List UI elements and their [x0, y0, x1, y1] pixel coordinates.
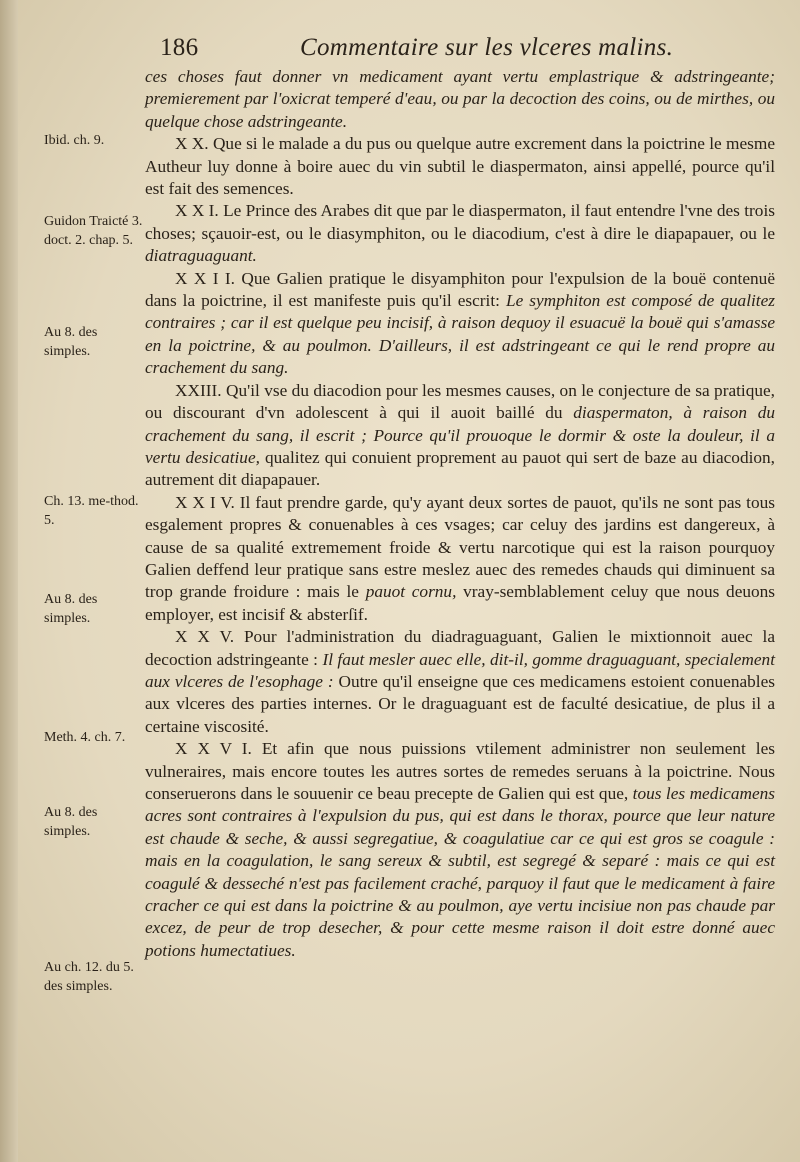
italic-text: diatraguaguant.: [145, 246, 257, 266]
page-number: 186: [160, 34, 199, 61]
paragraph-text: vray-semblablement celuy que nous deuons employer, est incisif & absterſif.: [145, 582, 776, 624]
italic-text: tous les medicamens acres sont contraires à l'expulsion du pus, qui est dans le thorax, pource que leur nature est chaude & seche, & aussi segregatiue, & coagulatiue car ce qui est gros se coagule : mais en la coagulation, le sang sereux & subtil, est segregé & separé : mais ce qui est coagulé & desseché n'est pas facilement craché, parquoy il faut que le medicament à faire cracher ce qui est dans la poictrine & au poulmon, aye vertu incisiue non pas chaude par excez, de peur de trop desecher, & pour cette mesme raison il doit estre donné auec potions humectatiues.: [145, 784, 775, 960]
running-header: [160, 34, 780, 64]
paragraph: [145, 66, 775, 133]
paragraph-text: qualitez qui conuient proprement au pauot qui sert de baze au diacodion, autrement dit diapapauer.: [145, 447, 775, 490]
paragraph: [145, 738, 775, 962]
paragraph-text: Le Prince des Arabes dit que par le diaspermaton, il faut entendre l'vne des trois choses; sçauoir-est, ou le diasymphiton, ou le diacodium, c'est à dire le diapapauer, ou le: [145, 201, 775, 243]
italic-text: Le symphiton est composé de qualitez contraires ; car il est quelque peu incisif, à raison dequoy il esuacuë la bouë qui s'amasse en la poictrine, & au poulmon. D'ailleurs, il est adstringeant ce qui le rend propre au crachement du sang.: [145, 291, 775, 378]
section-number: X X V I.: [175, 739, 252, 759]
margin-note: Ch. 13. me-thod. 5.: [44, 494, 139, 528]
paragraph-text: Outre qu'il enseigne que ces medicamens estoient conuenables aux vlceres des parties internes. Or le draguaguant est de faculté desicatiue, de plus il a certaine viscosité.: [145, 671, 775, 736]
paragraph: [145, 626, 775, 738]
paragraph-text: Que si le malade a du pus ou quelque autre excrement dans la poictrine le mesme Autheur luy donne à boire auec du vin subtil le diaspermaton, ainsi appellé, pource qu'il est fait des semences.: [145, 134, 775, 199]
paragraph-text: Il faut prendre garde, qu'y ayant deux sortes de pauot, qu'ils ne sont pas tous esgalement propres & conuenables à ces vsages; car celuy des jardins est dangereux, à cause de sa qualité extremement froide & vertu narcotique qui est la raison pourquoy Galien deffend leur pratique sans estre meslez auec des remedes chauds qui diminuent sa trop grande froidure : mais le: [145, 492, 775, 602]
binding-gutter: [0, 0, 18, 1162]
margin-note: Meth. 4. ch. 7.: [44, 730, 126, 745]
italic-text: pauot cornu,: [365, 582, 457, 602]
margin-note: Au 8. des simples.: [44, 325, 98, 359]
paragraph: [145, 200, 775, 267]
paragraph-text: Et afin que nous puissions vtilement administrer non seulement les vulneraires, mais encore toutes les autres sortes de remedes seruans à la poictrine. Nous conseruerons dans le souuenir ce beau precepte de Galien qui est que,: [145, 739, 775, 803]
margin-note: Au 8. des simples.: [44, 805, 98, 839]
paragraph: [145, 268, 775, 380]
running-title: Commentaire sur les vlceres malins.: [300, 34, 674, 61]
italic-text: Il faut mesler auec elle, dit-il, gomme draguaguant, specialement aux vlceres de l'esophage :: [145, 649, 775, 691]
section-number: X X I I.: [175, 268, 235, 288]
section-number: X X I.: [175, 201, 219, 221]
paragraph-text: Qu'il vse du diacodion pour les mesmes causes, on le conjecture de sa pratique, ou discourant d'vn adolescent à qui il auoit baillé du: [145, 380, 775, 423]
main-text: [145, 66, 775, 962]
section-number: X X I V.: [175, 492, 235, 512]
paragraph-text: Pour l'administration du diadraguaguant, Galien le mixtionnoit auec la decoction adstringeante :: [145, 627, 775, 669]
margin-note: Au 8. des simples.: [44, 592, 98, 626]
italic-text: ces choses faut donner vn medicament ayant vertu emplastrique & adstringeante; premierement par l'oxicrat temperé d'eau, ou par la decoction des coins, ou de mirthes, ou quelque chose adstringeante.: [145, 67, 775, 131]
section-number: X X V.: [175, 627, 235, 647]
paragraph: [145, 380, 775, 492]
margin-note: Au ch. 12. du 5. des simples.: [44, 960, 134, 994]
section-number: X X.: [175, 134, 209, 154]
paragraph-text: Que Galien pratique le disyamphiton pour l'expulsion de la bouë contenuë dans la poictrine, il est manifeste puis qu'il escrit:: [145, 268, 775, 311]
section-number: XXIII.: [175, 380, 222, 400]
margin-note: Ibid. ch. 9.: [44, 133, 105, 148]
italic-text: diaspermaton, à raison du crachement du sang, il escrit ; Pource qu'il prouoque le dormir & oste la douleur, il a vertu desicatiue,: [145, 403, 775, 467]
paragraph: [145, 133, 775, 200]
margin-note: Guidon Traicté 3. doct. 2. chap. 5.: [44, 214, 143, 248]
paragraph: [145, 492, 775, 626]
